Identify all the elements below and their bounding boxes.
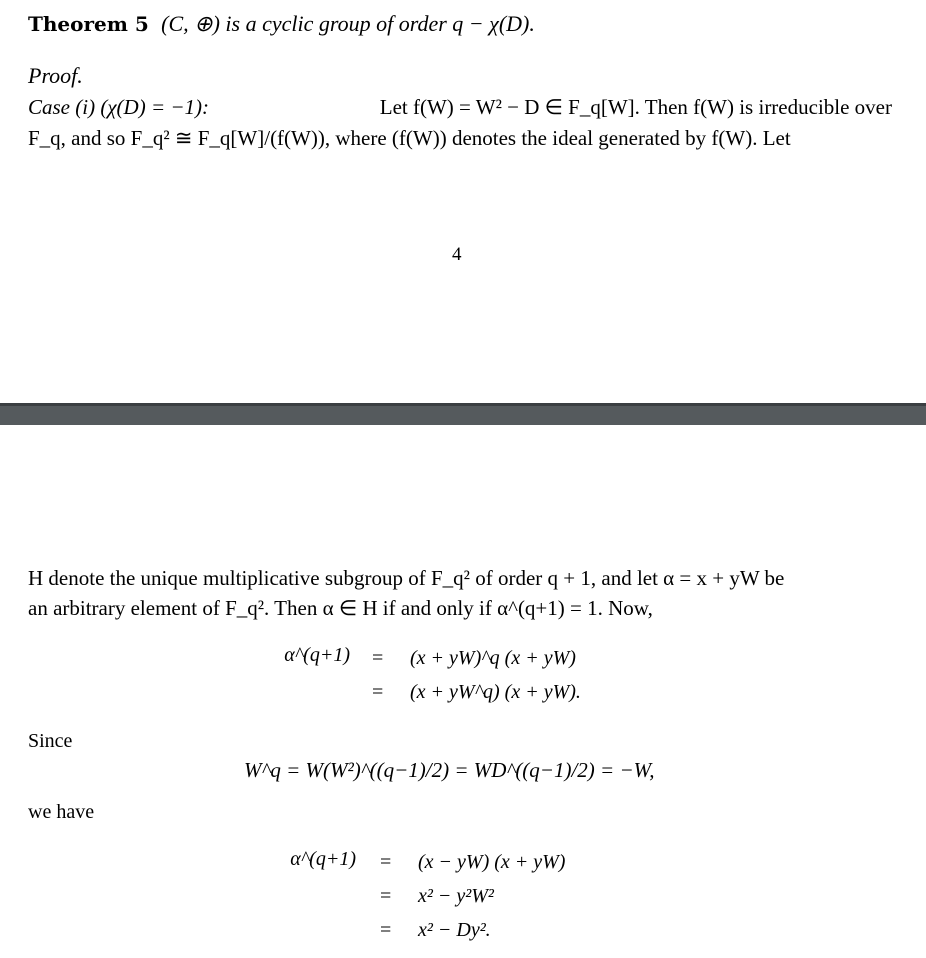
equation-3-rhs-3: x² − Dy². — [418, 919, 491, 941]
theorem-label: Theorem 5 — [28, 12, 149, 36]
we-have-text: we have — [28, 801, 95, 823]
since-text: Since — [28, 730, 73, 752]
page-number: 4 — [452, 244, 462, 265]
proof-line-2: F_q, and so F_q² ≅ F_q[W]/(f(W)), where (f(W)) denotes the ideal generated by f(W). Let — [28, 126, 791, 150]
paragraph-line-1: H denote the unique multiplicative subgroup of F_q² of order q + 1, and let α = x + yW be — [28, 566, 785, 590]
theorem-text: (C, ⊕) is a cyclic group of order q − χ(D). — [161, 11, 535, 36]
case-label: Case (i) (χ(D) = −1): — [28, 95, 210, 119]
theorem-statement — [28, 12, 535, 36]
equation-3-rel-3: = — [380, 919, 392, 941]
page-divider — [0, 403, 926, 425]
equation-3-rel-1: = — [380, 851, 392, 873]
equation-3-lhs: α^(q+1) — [290, 848, 356, 870]
proof-line-1 — [28, 95, 892, 119]
equation-1-rhs-2: (x + yW^q) (x + yW). — [410, 681, 581, 703]
equation-2: W^q = W(W²)^((q−1)/2) = WD^((q−1)/2) = −W, — [244, 758, 655, 782]
equation-3-rhs-2: x² − y²W² — [418, 885, 494, 907]
paragraph-line-2: an arbitrary element of F_q². Then α ∈ H if and only if α^(q+1) = 1. Now, — [28, 596, 653, 620]
equation-3-rel-2: = — [380, 885, 392, 907]
equation-1-rel-1: = — [372, 647, 384, 669]
proof-line-1-rest: Let f(W) = W² − D ∈ F_q[W]. Then f(W) is irreducible over — [379, 95, 892, 119]
equation-1-rel-2: = — [372, 681, 384, 703]
proof-heading: Proof. — [28, 63, 83, 88]
equation-1-rhs-1: (x + yW)^q (x + yW) — [410, 647, 576, 669]
equation-1-lhs: α^(q+1) — [284, 644, 350, 666]
equation-3-rhs-1: (x − yW) (x + yW) — [418, 851, 566, 873]
